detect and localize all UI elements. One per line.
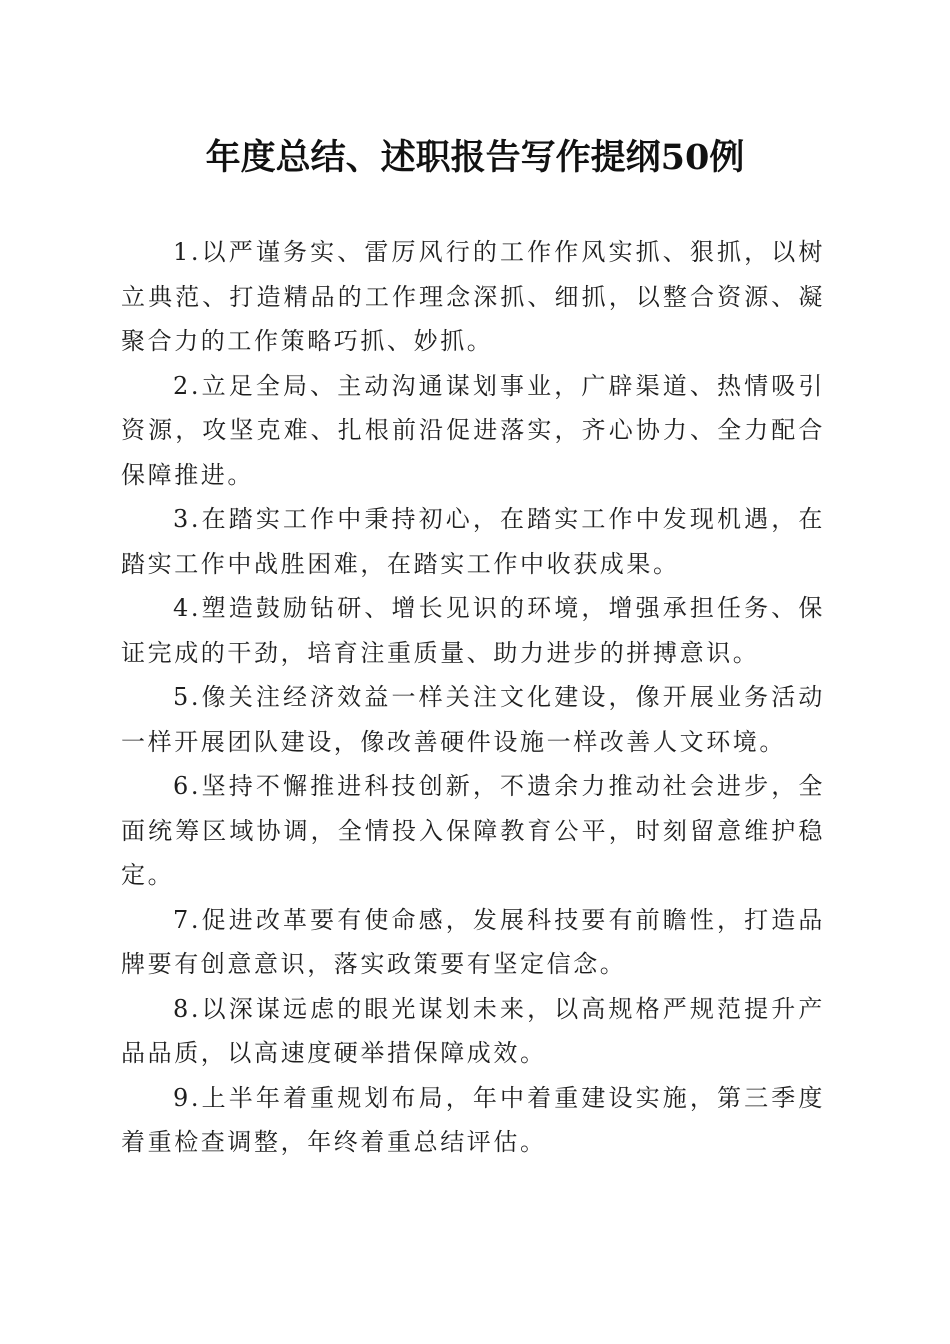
paragraph-8: 8.以深谋远虑的眼光谋划未来，以高规格严规范提升产品品质，以高速度硬举措保障成效。 — [121, 994, 825, 1067]
paragraph-1: 1.以严谨务实、雷厉风行的工作作风实抓、狠抓，以树立典范、打造精品的工作理念深抓、细抓，以整合资源、凝聚合力的工作策略巧抓、妙抓。 — [121, 238, 825, 355]
paragraph-2: 2.立足全局、主动沟通谋划事业，广辟渠道、热情吸引资源，攻坚克难、扎根前沿促进落实，齐心协力、全力配合保障推进。 — [121, 371, 825, 489]
paragraph-6: 6.坚持不懈推进科技创新，不遗余力推动社会进步，全面统筹区域协调，全情投入保障教育公平，时刻留意维护稳定。 — [121, 772, 825, 889]
paragraph-4: 4.塑造鼓励钻研、增长见识的环境，增强承担任务、保证完成的干劲，培育注重质量、助力进步的拼搏意识。 — [121, 594, 825, 667]
paragraph-3: 3.在踏实工作中秉持初心，在踏实工作中发现机遇，在踏实工作中战胜困难，在踏实工作中收获成果。 — [121, 505, 825, 578]
paragraph-7: 7.促进改革要有使命感，发展科技要有前瞻性，打造品牌要有创意意识，落实政策要有坚定信念。 — [121, 905, 825, 978]
document-title: 年度总结、述职报告写作提纲50例 — [205, 137, 745, 178]
document-body — [121, 230, 825, 1165]
paragraph-9: 9.上半年着重规划布局，年中着重建设实施，第三季度着重检查调整，年终着重总结评估。 — [121, 1083, 825, 1156]
paragraph-5: 5.像关注经济效益一样关注文化建设，像开展业务活动一样开展团队建设，像改善硬件设施一样改善人文环境。 — [121, 683, 825, 756]
